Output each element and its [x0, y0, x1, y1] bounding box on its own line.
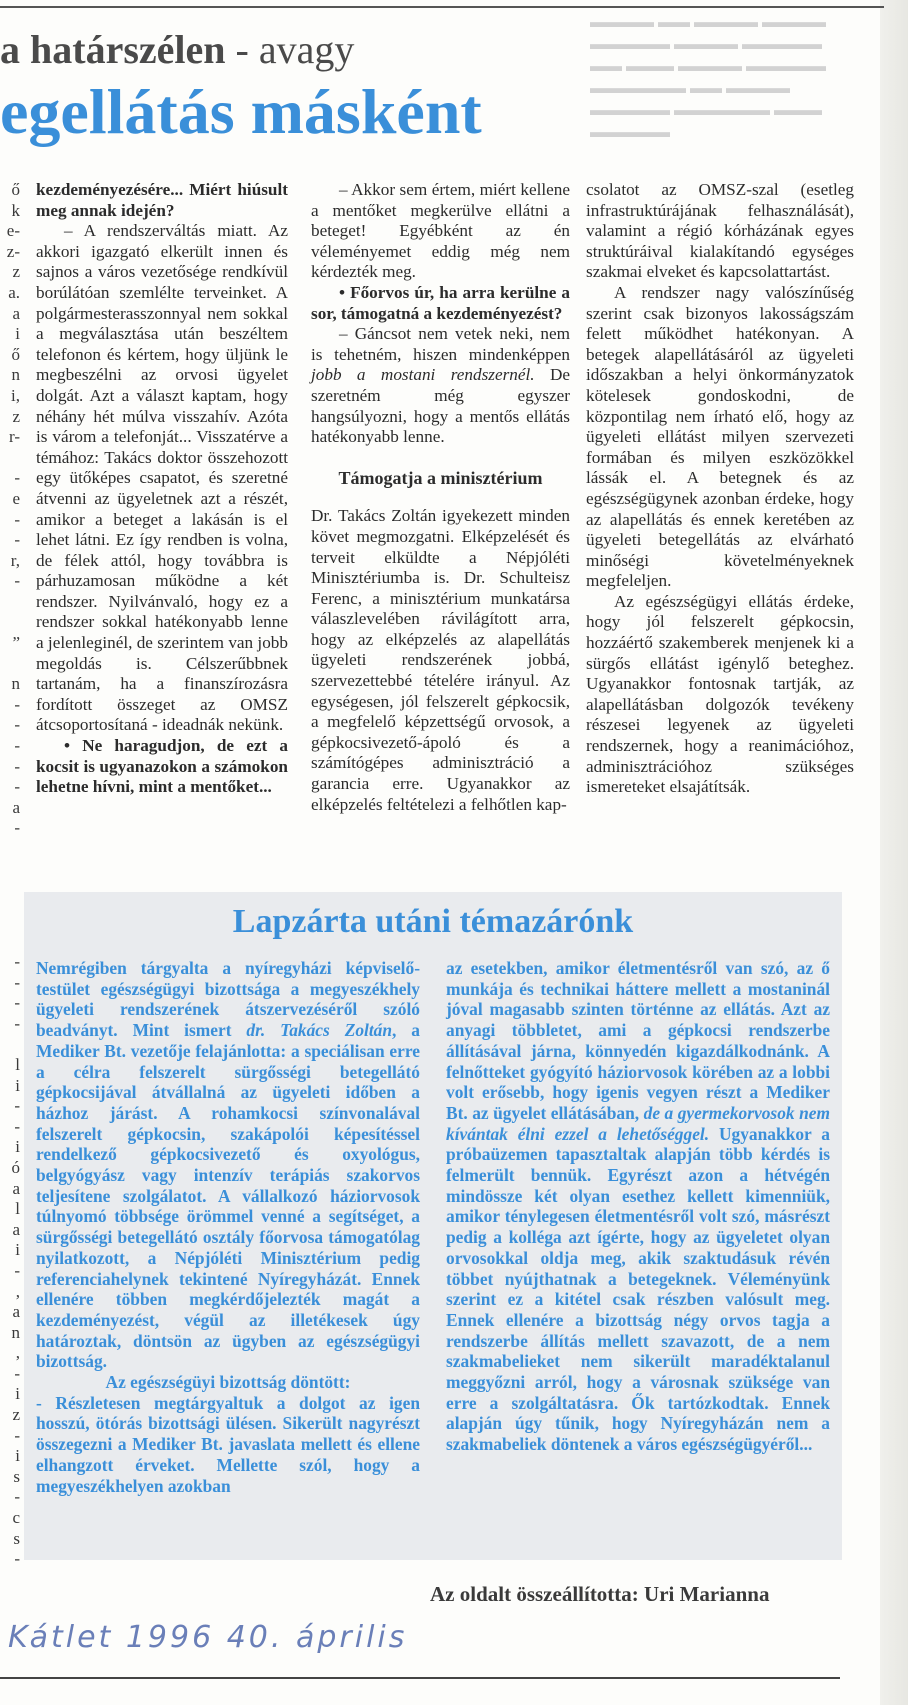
margin-fragment: - — [14, 715, 20, 735]
margin-fragment: - — [14, 777, 20, 797]
article-paragraph: A rendszer nagy valószínűség szerint csak bizonyos lakosságszám felett működhet hatékonyan. A betegek alapellátásáról az ügyeleti időszakban a helyi önkormányzatok kötelesek gondoskodni, de központilag nem írható elő, hogy az ügyeleti ellátást milyen szervezeti formában és milyen eszközökkel lássák el. A betegnek és az egészségügynek azonban érdeke, hogy az alapellátás és ennek keretében az ügyeleti betegellátás az elvárható minőségi követelményeknek megfeleljen. — [586, 282, 854, 591]
margin-fragment: - — [14, 509, 20, 529]
margin-fragment: , — [15, 1281, 20, 1301]
margin-fragment — [2, 1570, 20, 1591]
margin-fragment: n — [11, 365, 20, 385]
margin-fragment — [2, 654, 20, 675]
box-italic-name: dr. Takács Zoltán — [246, 1020, 393, 1041]
margin-fragment: - — [14, 571, 20, 591]
interview-question: • Ne haragudjon, de ezt a kocsit is ugyanazokon a számokon lehetne hívni, mint a mentőket... — [36, 736, 288, 797]
margin-fragment: ő — [11, 180, 20, 199]
margin-fragment: s — [13, 1466, 20, 1486]
margin-fragment: c — [12, 1508, 20, 1528]
margin-fragment: - — [14, 1363, 20, 1383]
box-column-right — [446, 958, 830, 1455]
margin-fragment: - — [14, 818, 20, 838]
margin-fragment: - — [14, 1260, 20, 1280]
answer-text: De szeretném még egyszer hangsúlyozni, hogy a mentős ellátás hatékonyabb lenne. — [311, 365, 570, 447]
box-italic-text: de a gyermekorvosok nem kívántak élni ezzel a lehetőséggel. — [446, 1102, 830, 1144]
margin-fragment: n — [11, 674, 20, 694]
bleed-through-text: ▬▬▬▬ ▬▬ ▬▬▬▬ ▬▬▬▬ ▬▬▬▬▬ ▬▬▬▬ ▬▬▬▬▬ ▬▬ ▬▬▬ ▬▬▬▬ ▬▬▬▬▬ ▬▬▬▬▬▬ ▬▬ ▬▬▬▬ ▬▬▬▬▬ ▬▬▬▬▬▬ ▬▬▬ ▬▬▬▬▬ — [590, 14, 826, 141]
margin-fragment: i — [15, 1075, 20, 1095]
handwritten-note: Kátlet 1996 40. április — [8, 1620, 408, 1655]
margin-fragment: r- — [9, 427, 20, 447]
section-subheading: Támogatja a minisztérium — [338, 467, 543, 488]
interview-answer — [311, 324, 570, 448]
margin-fragment: - — [14, 1425, 20, 1445]
margin-fragment: - — [14, 1487, 20, 1507]
margin-fragment: a — [12, 1219, 20, 1239]
box-paragraph — [446, 958, 830, 1455]
margin-fragment: a — [12, 1178, 20, 1198]
top-divider — [0, 6, 884, 8]
margin-fragment: - — [14, 756, 20, 776]
margin-fragment: k — [11, 200, 20, 220]
margin-fragment: z- — [6, 241, 20, 261]
margin-fragment: - — [14, 993, 20, 1013]
answer-italic-text: jobb a mostani rendszernél. — [311, 365, 535, 385]
margin-fragment — [2, 1034, 20, 1055]
margin-fragment: a — [12, 1302, 20, 1322]
article-paragraph: csolatot az OMSZ-szal (esetleg infrastruktúrájának felhasználását), valamint a régió kórházának egyes struktúráival kialakítandó egységes szakmai elveket és kapcsolattartást. — [586, 180, 854, 282]
margin-fragment: i — [15, 1240, 20, 1260]
margin-fragment: i, — [11, 385, 20, 405]
margin-fragment: - — [14, 530, 20, 550]
margin-fragment: i — [15, 324, 20, 344]
margin-fragment — [2, 1590, 20, 1611]
margin-fragment: a. — [8, 282, 20, 302]
interview-question: kezdeményezésére... Miért hiúsult meg annak idején? — [36, 180, 288, 220]
headline-line-1 — [0, 26, 354, 74]
interview-question: • Főorvos úr, ha arra kerülne a sor, támogatná a kezdeményezést? — [311, 282, 570, 323]
box-title: Lapzárta utáni témazárónk — [232, 903, 634, 940]
margin-fragment: a — [12, 797, 20, 817]
box-text: Ugyanakkor a próbaüzemen tapasztaltak alapján több kérdés is felmerült bennük. Egyrészt azon a hétvégén mindössze két olyan esethez kellett kimenniük, amikor ténylegesen életmentésről volt szó, másrészt pedig a kolléga azt ígérte, hogy az ügyeletet olyan orvosokkal oldja meg, akik szaktudásuk révén többet nyújthatnak a betegeknek. Véleményünk szerint ez a kitétel csak részben valósult meg. Ennek ellenére a bizottság négy orvos tagja a rendszerbe állítás mellett szavazott, de a nem szakmabelieket nem sikerült maradéktalanul meggyőzni arról, hogy a városnak szüksége van erre a szolgáltatásra. Ők tartózkodtak. Ennek alapján úgy tűnik, hogy Nyíregyházán nem a szakmabeliek döntenek a város egészségügyéről... — [446, 1123, 830, 1455]
margin-fragment: - — [14, 468, 20, 488]
article-paragraph: Dr. Takács Zoltán igyekezett minden követ megmozgatni. Elképzelését és terveit elküldte a Népjóléti Minisztériumba is. Dr. Schulteisz Ferenc, a minisztérium munkatársa válaszlevelében rávilágított arra, hogy az elképzelés az alapellátás ügyeleti rendszerének jobbá, szervezettebbé tételére irányul. Az egységesen, jól felszerelt gépkocsik, a megfelelő képzettségű orvosok, a gépkocsivezető-ápoló és a számítógépes adminisztráció a garancia erre. Ugyanakkor az elképzelés feltételezi a felhőtlen kap- — [311, 506, 570, 814]
margin-fragment: ő — [11, 344, 20, 364]
margin-fragment: - — [14, 694, 20, 714]
margin-fragment: s — [13, 1528, 20, 1548]
margin-fragment — [2, 612, 20, 633]
left-margin-fragments-bottom — [2, 952, 20, 1611]
interview-answer: – A rendszerváltás miatt. Az akkori igazgató elkerült innen és sajnos a város vezetősége rendkívül borúlátóan szemlélte terveinket. A polgármesterasszonnyal nem sokkal a megválasztása után beszéltem telefonon és kértem, hogy üljünk le megbeszélni az orvosi ügyelet dolgát. Azt a választ kaptam, hogy néhány hét múlva visszahív. Azóta is várom a telefonját... Visszatérve a témához: Takács doktor összehozott egy ütőképes csapatot, és szeretné átvenni az ügyeletnek azt a részét, amikor a beteget a lakásán is el lehet látni. Ez így rendben is volna, de félek attól, hogy továbbra is párhuzamosan működne a két rendszer. Nyilvánvaló, hogy ez a rendszer sokkal hatékonyabb lenne a jelenleginél, de szerintem van jobb megoldás is. Célszerűbbnek tartanám, ha a finanszírozásra fordított összeget az OMSZ átcsoportosítaná - ideadnák nekünk. — [36, 221, 288, 735]
margin-fragment — [2, 448, 20, 469]
margin-fragment: - — [14, 952, 20, 971]
margin-fragment: - — [14, 1116, 20, 1136]
left-margin-fragments-top — [2, 180, 20, 839]
box-column-left — [36, 958, 420, 1496]
margin-fragment: r, — [10, 550, 20, 570]
margin-fragment: ” — [12, 633, 20, 653]
box-subheading: Az egészségüyi bizottság döntött: — [105, 1372, 351, 1393]
box-paragraph — [36, 958, 420, 1372]
headline-normal-part: - avagy — [225, 27, 355, 72]
box-text: , a Mediker Bt. vezetője felajánlotta: a speciálisan erre a célra felszerelt sürgősségi betegellátó gépkocsijával átvállalná az ügyeleti időben a házhoz járást. A rohamkocsi színvonalával felszerelt gépkocsin, szakápolói képesítéssel rendelkező gépkocsivezető és oxyológus, belgyógyász vagy intenzív terápiás szakorvos teljesítene szolgálatot. A vállalkozó háziorvosok túlnyomó többsége örömmel venné a segítséget, a sürgősségi betegellátó osztály főorvosa támogatólag nyilatkozott, a Népjóléti Minisztérium pedig referenciahelynek tekintené Nyíregyházát. Ennek ellenére többen megkérdőjelezték magát a kezdeményezést, végül az illetékesek úgy határoztak, döntsön az ügyben az egészségügyi bizottság. — [36, 1020, 420, 1372]
byline: Az oldalt összeállította: Uri Marianna — [430, 1582, 770, 1606]
interview-answer: – Akkor sem értem, miért kellene a mentőket megkerülve ellátni a beteget! Egyébként az én véleményemet eddig még nem kérdezték meg. — [311, 180, 570, 282]
late-news-box — [24, 892, 842, 1560]
article-column-1 — [36, 180, 288, 798]
headline-bold-part: a határszélen — [0, 27, 226, 72]
margin-fragment: - — [14, 972, 20, 992]
margin-fragment: - — [14, 1096, 20, 1116]
margin-fragment: i — [15, 1137, 20, 1157]
page-edge-shadow — [880, 0, 908, 1705]
margin-fragment: n — [11, 1322, 20, 1342]
box-text: az esetekben, amikor életmentésről van szó, az ő munkája és technikai háttere mellett a mostaninál jóval magasabb szinten történne az ellátás. Azt az anyagi többletet, ami a gépkocsi rendszerbe állításával járna, könnyedén kigazdálkodnánk. A felnőtteket gyógyító háziorvosok körében az a lobbi volt erősebb, hogy igenis vegyen részt a Mediker Bt. az ügyelet ellátásában, — [446, 958, 830, 1123]
margin-fragment: z — [12, 262, 20, 282]
margin-fragment: i — [15, 1446, 20, 1466]
margin-fragment: - — [14, 736, 20, 756]
margin-fragment: z — [12, 406, 20, 426]
article-column-3 — [586, 180, 854, 798]
headline-line-2: egellátás másként — [0, 76, 482, 147]
margin-fragment: l — [15, 1199, 20, 1219]
article-paragraph: Az egészségügyi ellátás érdeke, hogy jól felszerelt gépkocsin, hozzáértő szakemberek menjenek ki a sürgős ellátást igénylő beteghez. Ugyanakkor fontosnak tartják, az alapellátásban dolgozók tevékeny részesei legyenek az ügyeleti rendszernek, hogy a reanimációhoz, adminisztrációhoz szükséges ismereteket elsajátítsák. — [586, 591, 854, 797]
margin-fragment: e — [12, 488, 20, 508]
margin-fragment: - — [14, 1549, 20, 1569]
margin-fragment: a — [12, 303, 20, 323]
article-column-2 — [311, 180, 570, 815]
margin-fragment: e- — [6, 221, 20, 241]
margin-fragment: z — [12, 1405, 20, 1425]
answer-text: – Gáncsot nem vetek neki, nem is tehetném, hiszen mindenképpen — [311, 324, 570, 364]
box-text: Nemrégiben tárgyalta a nyíregyházi képviselő-testület egészségügyi bizottsága a megyeszékhely ügyeleti rendszerének átszervezéséről szóló beadványt. Mint ismert — [36, 958, 420, 1041]
bottom-divider — [0, 1677, 840, 1679]
box-paragraph: - Részletesen megtárgyaltuk a dolgot az igen hosszú, ötórás bizottsági ülésen. Sikerült nagyrészt összegezni a Mediker Bt. javaslata mellett és ellene elhangzott érveket. Mellette szól, hogy a megyeszékhelyen azokban — [36, 1392, 420, 1496]
margin-fragment: ó — [11, 1157, 20, 1177]
margin-fragment: l — [15, 1054, 20, 1074]
margin-fragment: , — [15, 1343, 20, 1363]
margin-fragment: - — [14, 1013, 20, 1033]
margin-fragment — [2, 592, 20, 613]
margin-fragment: i — [15, 1384, 20, 1404]
